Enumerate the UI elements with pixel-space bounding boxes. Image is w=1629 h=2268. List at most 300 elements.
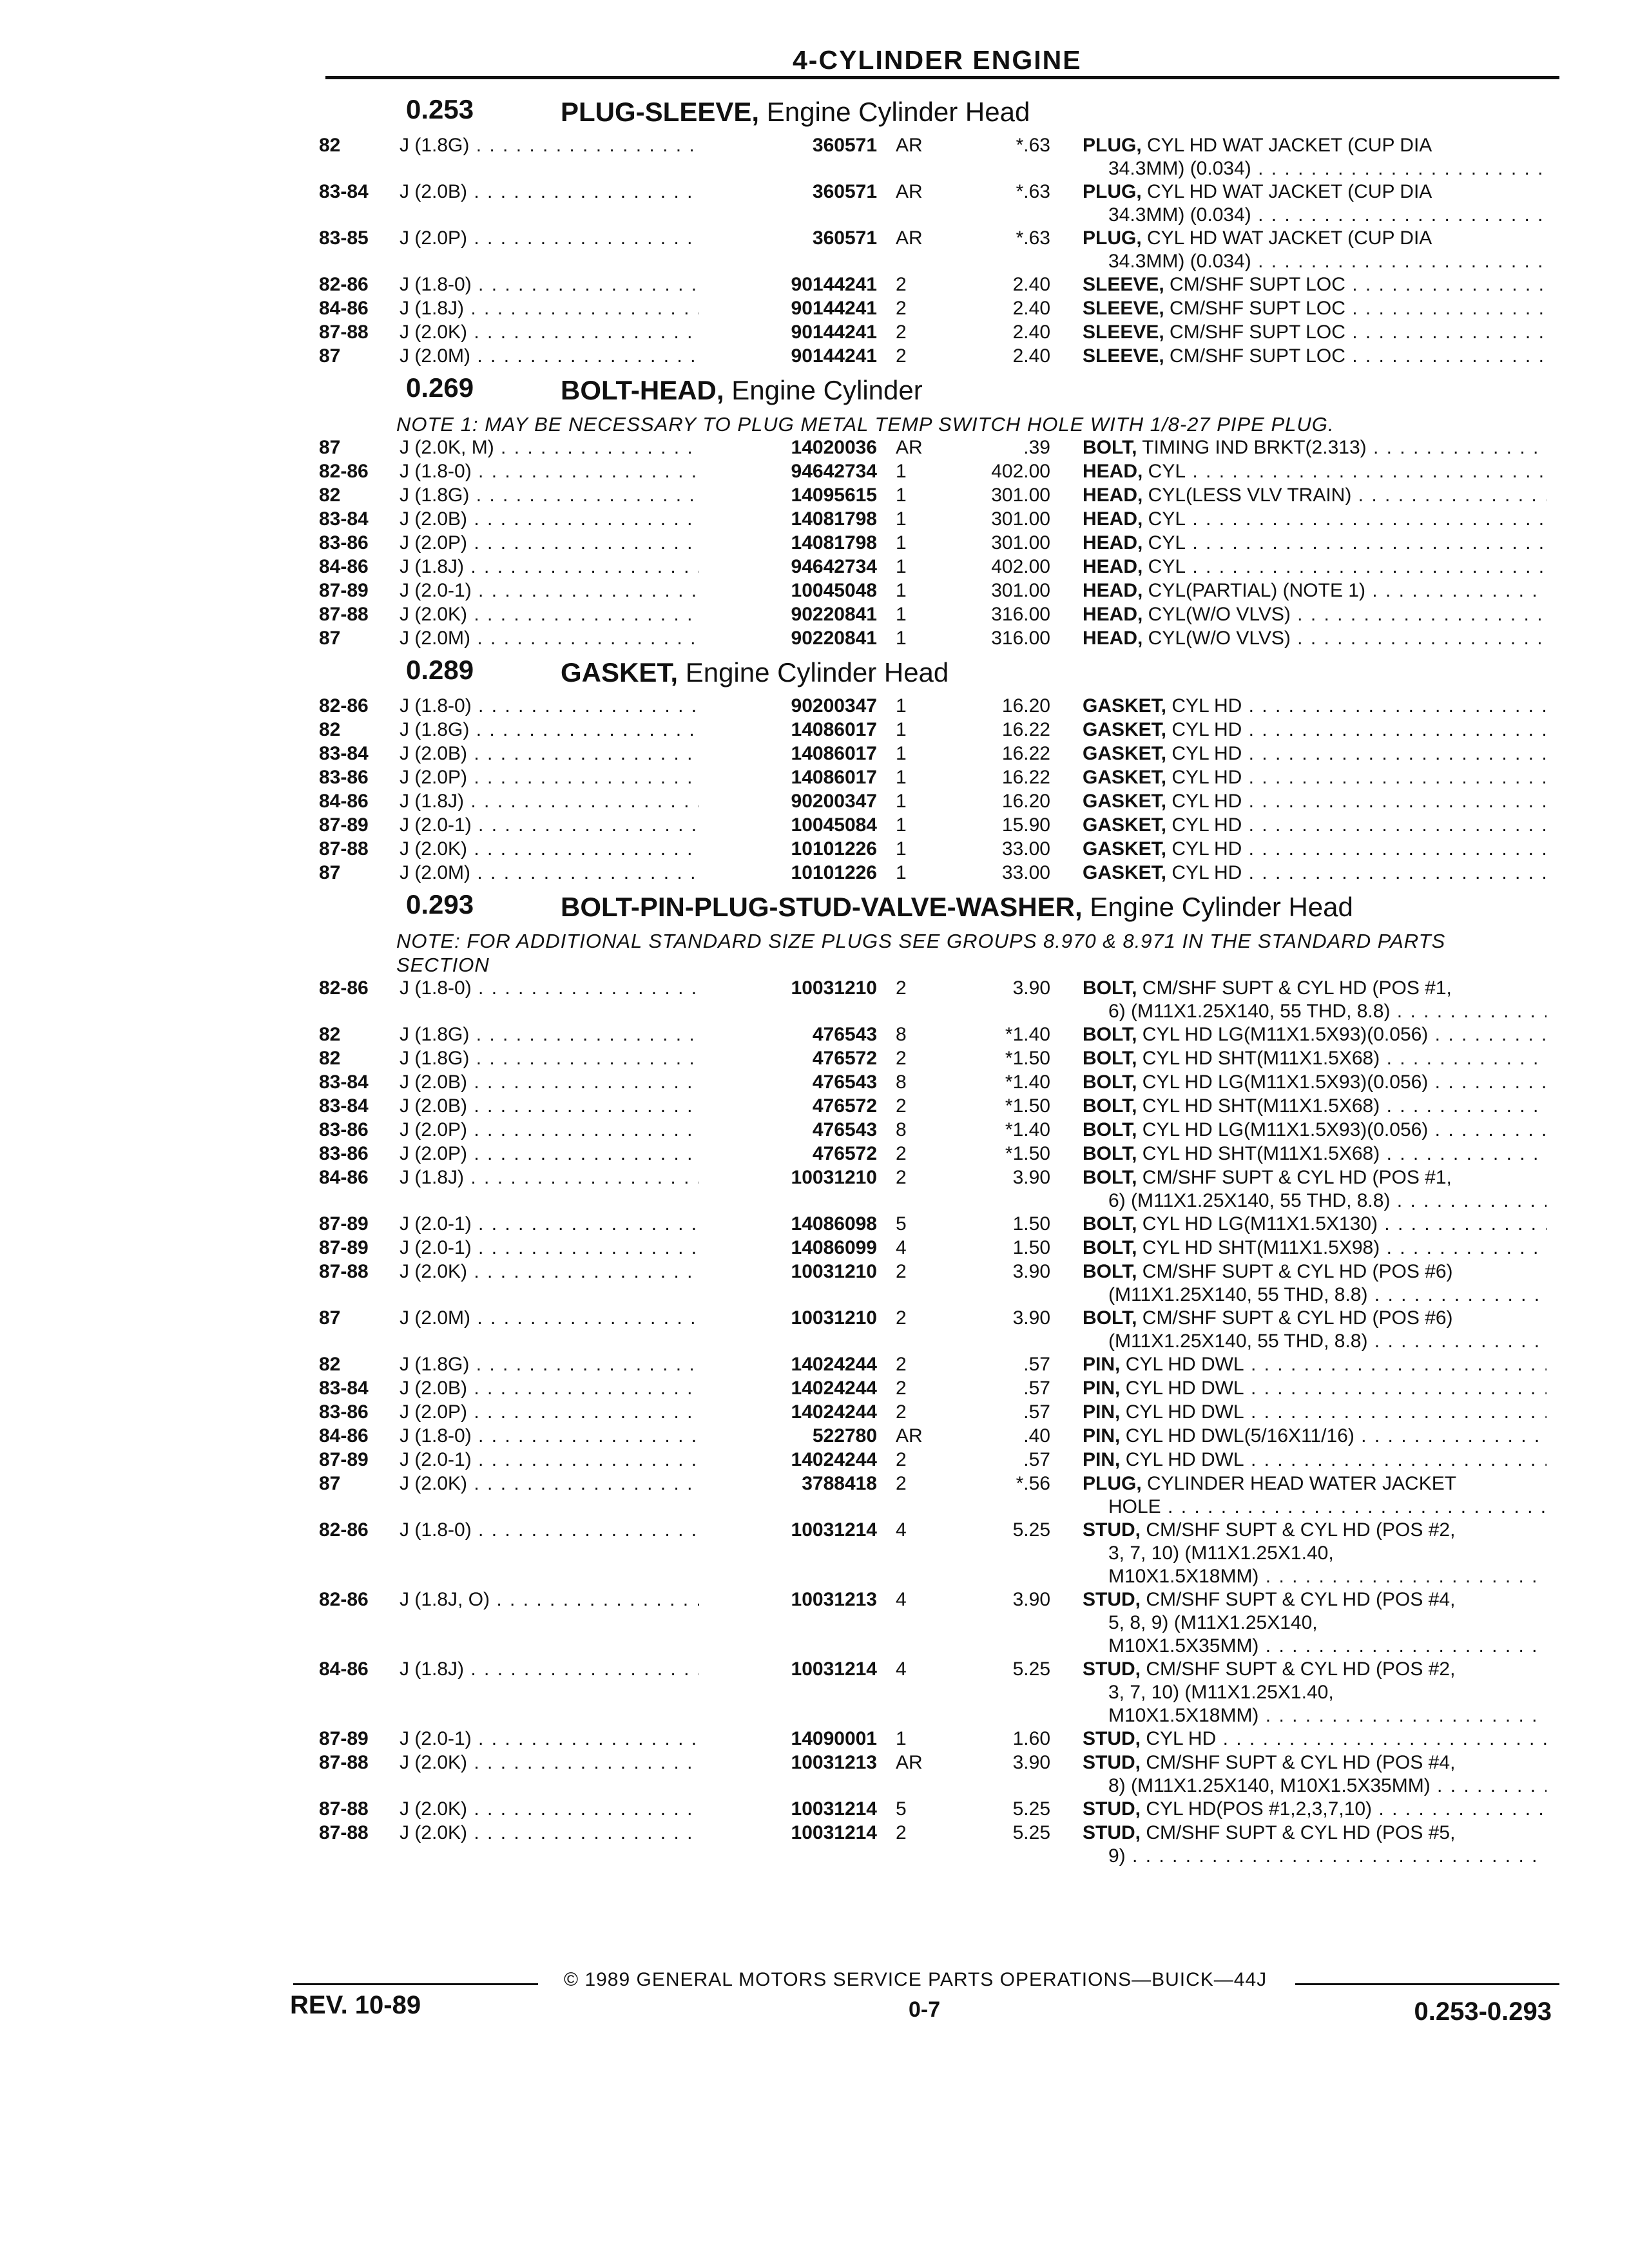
part-model: J (2.0K) . . . bbox=[400, 1798, 751, 1821]
description-text: CYL HD WAT JACKET (CUP DIA bbox=[1141, 181, 1432, 202]
description-text: CYL HD SHT(M11X1.5X68) bbox=[1137, 1048, 1380, 1069]
part-years: 87-89 bbox=[319, 1728, 369, 1749]
part-description bbox=[1083, 555, 1547, 579]
part-quantity: 2 bbox=[896, 1307, 907, 1329]
description-text: CYL bbox=[1142, 556, 1186, 577]
description-line bbox=[1083, 814, 1547, 837]
description-text: CYL HD bbox=[1166, 695, 1242, 716]
part-row bbox=[0, 227, 1629, 273]
description-line bbox=[1083, 1023, 1547, 1046]
part-number: 476572 bbox=[699, 1047, 877, 1070]
part-years: 83-85 bbox=[319, 227, 369, 249]
description-line bbox=[1083, 579, 1547, 602]
part-quantity: 2 bbox=[896, 1261, 907, 1282]
part-number: 14086017 bbox=[699, 742, 877, 765]
description-line bbox=[1083, 695, 1547, 718]
description-line bbox=[1083, 321, 1547, 344]
part-number: 10101226 bbox=[699, 838, 877, 861]
description-text: CYL HD SHT(M11X1.5X68) bbox=[1137, 1143, 1380, 1164]
description-text: CYL HD bbox=[1166, 838, 1242, 860]
part-model: J (1.8G) . . . bbox=[400, 1047, 751, 1070]
part-model: J (1.8-0) . . . bbox=[400, 460, 751, 483]
part-quantity: 1 bbox=[896, 580, 907, 601]
description-keyword: BOLT, bbox=[1083, 1048, 1137, 1069]
part-description bbox=[1083, 627, 1547, 650]
part-description bbox=[1083, 861, 1547, 885]
description-keyword: HEAD, bbox=[1083, 604, 1143, 625]
part-quantity: 2 bbox=[896, 1048, 907, 1069]
description-line bbox=[1083, 1472, 1547, 1495]
part-description bbox=[1083, 134, 1547, 180]
group-number: 0.269 bbox=[406, 372, 474, 403]
part-number: 476543 bbox=[699, 1023, 877, 1046]
part-quantity: 8 bbox=[896, 1119, 907, 1140]
description-keyword: STUD, bbox=[1083, 1728, 1141, 1749]
part-description bbox=[1083, 1401, 1547, 1424]
description-line bbox=[1083, 1189, 1547, 1213]
part-row bbox=[0, 1472, 1629, 1519]
part-years: 87-89 bbox=[319, 1213, 369, 1235]
part-number: 10031214 bbox=[699, 1798, 877, 1821]
part-row bbox=[0, 1119, 1629, 1142]
part-years: 84-86 bbox=[319, 791, 369, 812]
part-row bbox=[0, 861, 1629, 885]
part-model: J (2.0-1) . . . bbox=[400, 1213, 751, 1236]
part-quantity: 1 bbox=[896, 814, 907, 836]
part-row bbox=[0, 508, 1629, 532]
group-name-keyword: BOLT-HEAD, bbox=[561, 375, 724, 405]
description-keyword: BOLT, bbox=[1083, 1307, 1137, 1329]
header-rule bbox=[325, 76, 1559, 79]
part-quantity: 4 bbox=[896, 1589, 907, 1610]
part-row bbox=[0, 1047, 1629, 1071]
part-row bbox=[0, 1798, 1629, 1821]
description-line bbox=[1083, 204, 1547, 227]
group-name-keyword: PLUG-SLEEVE, bbox=[561, 97, 760, 127]
description-line bbox=[1083, 460, 1547, 483]
part-description bbox=[1083, 508, 1547, 531]
part-price: 16.22 bbox=[1001, 767, 1050, 788]
part-years: 87-89 bbox=[319, 580, 369, 601]
description-line bbox=[1083, 484, 1547, 507]
part-quantity: 1 bbox=[896, 1728, 907, 1749]
part-description bbox=[1083, 1023, 1547, 1046]
footer-rule-right bbox=[1295, 1983, 1559, 1985]
part-quantity: 2 bbox=[896, 1401, 907, 1423]
parts-group bbox=[0, 369, 1629, 651]
part-years: 83-84 bbox=[319, 1072, 369, 1093]
part-model: J (2.0-1) . . . bbox=[400, 1448, 751, 1472]
description-line bbox=[1083, 718, 1547, 742]
part-quantity: AR bbox=[896, 1752, 923, 1773]
description-line bbox=[1083, 1166, 1547, 1189]
group-name-keyword: GASKET, bbox=[561, 657, 679, 687]
part-row bbox=[0, 321, 1629, 345]
description-text: CYL bbox=[1142, 508, 1186, 530]
description-text: CM/SHF SUPT & CYL HD (POS #2, bbox=[1141, 1658, 1456, 1680]
part-description bbox=[1083, 1119, 1547, 1142]
part-description bbox=[1083, 977, 1547, 1023]
part-row bbox=[0, 718, 1629, 742]
description-line bbox=[1083, 1588, 1547, 1611]
part-model: J (2.0M) . . . bbox=[400, 627, 751, 650]
part-quantity: 2 bbox=[896, 1378, 907, 1399]
part-quantity: 2 bbox=[896, 345, 907, 367]
part-number: 90200347 bbox=[699, 790, 877, 813]
description-line bbox=[1083, 1774, 1547, 1798]
part-model: J (1.8J) . . . bbox=[400, 790, 751, 813]
part-description bbox=[1083, 180, 1547, 227]
part-price: .57 bbox=[1023, 1378, 1050, 1399]
description-line bbox=[1083, 1260, 1547, 1283]
description-text: 34.3MM) (0.034) bbox=[1108, 251, 1251, 272]
part-price: 3.90 bbox=[1012, 1752, 1050, 1773]
description-keyword: PIN, bbox=[1083, 1449, 1121, 1470]
part-price: 33.00 bbox=[1001, 862, 1050, 883]
description-text: (M11X1.25X140, 55 THD, 8.8) bbox=[1108, 1284, 1368, 1305]
group-title bbox=[0, 651, 1629, 695]
part-price: 316.00 bbox=[991, 604, 1050, 625]
part-price: .40 bbox=[1023, 1425, 1050, 1446]
part-number: 3788418 bbox=[699, 1472, 877, 1495]
group-note: NOTE 1: MAY BE NECESSARY TO PLUG METAL TEMP SWITCH HOLE WITH 1/8-27 PIPE PLUG. bbox=[396, 413, 1335, 436]
part-years: 82 bbox=[319, 485, 341, 506]
part-description bbox=[1083, 436, 1547, 459]
part-description bbox=[1083, 1260, 1547, 1307]
part-number: 14081798 bbox=[699, 532, 877, 555]
part-row bbox=[0, 484, 1629, 508]
description-text: CYL(LESS VLV TRAIN) bbox=[1142, 485, 1352, 506]
part-price: *1.40 bbox=[1005, 1072, 1050, 1093]
description-line bbox=[1083, 1658, 1547, 1681]
part-row bbox=[0, 1260, 1629, 1307]
part-price: 16.20 bbox=[1001, 791, 1050, 812]
group-name bbox=[561, 892, 1353, 923]
part-number: 360571 bbox=[699, 227, 877, 250]
part-number: 522780 bbox=[699, 1425, 877, 1448]
part-row bbox=[0, 1448, 1629, 1472]
part-years: 87 bbox=[319, 1473, 341, 1494]
part-years: 82-86 bbox=[319, 274, 369, 295]
description-keyword: BOLT, bbox=[1083, 1213, 1137, 1235]
description-line bbox=[1083, 134, 1547, 157]
group-name bbox=[561, 657, 949, 688]
group-name bbox=[561, 375, 923, 406]
part-row bbox=[0, 436, 1629, 460]
description-text: CYL HD DWL bbox=[1120, 1401, 1244, 1423]
description-keyword: HEAD, bbox=[1083, 580, 1143, 601]
part-quantity: 1 bbox=[896, 791, 907, 812]
part-quantity: 2 bbox=[896, 1167, 907, 1188]
description-keyword: BOLT, bbox=[1083, 1237, 1137, 1258]
part-model: J (2.0K) . . . bbox=[400, 1751, 751, 1774]
part-price: 2.40 bbox=[1012, 298, 1050, 319]
part-description bbox=[1083, 1071, 1547, 1094]
part-row bbox=[0, 579, 1629, 603]
part-years: 84-86 bbox=[319, 1167, 369, 1188]
part-model: J (2.0P) . . . bbox=[400, 1119, 751, 1142]
part-price: 5.25 bbox=[1012, 1822, 1050, 1843]
part-row bbox=[0, 603, 1629, 627]
part-number: 14086099 bbox=[699, 1236, 877, 1260]
description-keyword: GASKET, bbox=[1083, 791, 1167, 812]
description-line bbox=[1083, 1611, 1547, 1635]
part-quantity: 2 bbox=[896, 1449, 907, 1470]
part-row bbox=[0, 273, 1629, 297]
part-years: 87-89 bbox=[319, 1237, 369, 1258]
description-line bbox=[1083, 508, 1547, 531]
footer-revision: REV. 10-89 bbox=[290, 1991, 421, 2019]
description-text: 34.3MM) (0.034) bbox=[1108, 158, 1251, 179]
description-text: CYL HD DWL bbox=[1120, 1378, 1244, 1399]
part-description bbox=[1083, 790, 1547, 813]
part-number: 14086017 bbox=[699, 718, 877, 742]
part-number: 90220841 bbox=[699, 627, 877, 650]
part-price: 402.00 bbox=[991, 461, 1050, 482]
description-keyword: PLUG, bbox=[1083, 181, 1142, 202]
part-model: J (1.8J) . . . bbox=[400, 1658, 751, 1681]
description-text: CYL HD DWL(5/16X11/16) bbox=[1120, 1425, 1354, 1446]
part-row bbox=[0, 1519, 1629, 1588]
part-quantity: 4 bbox=[896, 1519, 907, 1541]
footer-page-number: 0-7 bbox=[909, 1997, 941, 2022]
description-keyword: SLEEVE, bbox=[1083, 322, 1164, 343]
description-keyword: PIN, bbox=[1083, 1401, 1121, 1423]
part-years: 87-89 bbox=[319, 1449, 369, 1470]
description-text: CYL HD bbox=[1166, 743, 1242, 764]
part-model: J (2.0B) . . . bbox=[400, 1071, 751, 1094]
description-text: CYL HD SHT(M11X1.5X98) bbox=[1137, 1237, 1380, 1258]
part-years: 83-84 bbox=[319, 1095, 369, 1117]
part-number: 94642734 bbox=[699, 460, 877, 483]
description-line bbox=[1083, 297, 1547, 320]
part-price: 16.22 bbox=[1001, 743, 1050, 764]
part-model: J (2.0K) . . . bbox=[400, 603, 751, 626]
part-price: *1.40 bbox=[1005, 1024, 1050, 1045]
part-quantity: 1 bbox=[896, 767, 907, 788]
description-line bbox=[1083, 555, 1547, 579]
part-quantity: 1 bbox=[896, 461, 907, 482]
part-price: 1.50 bbox=[1012, 1213, 1050, 1235]
part-model: J (2.0K) . . . bbox=[400, 1821, 751, 1845]
part-row bbox=[0, 1353, 1629, 1377]
part-row bbox=[0, 1425, 1629, 1448]
part-years: 82-86 bbox=[319, 1519, 369, 1541]
part-row bbox=[0, 790, 1629, 814]
part-number: 14086017 bbox=[699, 766, 877, 789]
part-row bbox=[0, 1821, 1629, 1868]
part-row bbox=[0, 1658, 1629, 1727]
description-keyword: GASKET, bbox=[1083, 767, 1167, 788]
part-model: J (1.8G) . . . bbox=[400, 484, 751, 507]
part-model: J (2.0P) . . . bbox=[400, 1401, 751, 1424]
description-line bbox=[1083, 1542, 1547, 1565]
description-keyword: BOLT, bbox=[1083, 1072, 1137, 1093]
part-number: 476543 bbox=[699, 1119, 877, 1142]
part-quantity: 2 bbox=[896, 298, 907, 319]
part-description bbox=[1083, 1472, 1547, 1519]
part-years: 87 bbox=[319, 628, 341, 649]
part-number: 360571 bbox=[699, 134, 877, 157]
group-title bbox=[0, 369, 1629, 412]
description-line bbox=[1083, 1425, 1547, 1448]
part-number: 10045048 bbox=[699, 579, 877, 602]
part-price: 3.90 bbox=[1012, 1589, 1050, 1610]
description-line bbox=[1083, 1377, 1547, 1400]
part-row bbox=[0, 1166, 1629, 1213]
part-row bbox=[0, 1213, 1629, 1236]
part-price: 16.22 bbox=[1001, 719, 1050, 740]
part-number: 14086098 bbox=[699, 1213, 877, 1236]
part-quantity: 5 bbox=[896, 1798, 907, 1820]
description-keyword: STUD, bbox=[1083, 1658, 1141, 1680]
part-model: J (2.0P) . . . bbox=[400, 1142, 751, 1166]
part-model: J (1.8-0) . . . bbox=[400, 1425, 751, 1448]
description-text: CM/SHF SUPT & CYL HD (POS #5, bbox=[1141, 1822, 1456, 1843]
part-price: *1.50 bbox=[1005, 1143, 1050, 1164]
part-description bbox=[1083, 1751, 1547, 1798]
part-model: J (1.8G) . . . bbox=[400, 718, 751, 742]
part-description bbox=[1083, 273, 1547, 296]
part-quantity: 1 bbox=[896, 485, 907, 506]
part-model: J (2.0K) . . . bbox=[400, 321, 751, 344]
part-row bbox=[0, 297, 1629, 321]
part-description bbox=[1083, 1519, 1547, 1588]
part-price: 316.00 bbox=[991, 628, 1050, 649]
part-years: 83-84 bbox=[319, 743, 369, 764]
description-keyword: GASKET, bbox=[1083, 814, 1167, 836]
description-text: CYL HD LG(M11X1.5X93)(0.056) bbox=[1137, 1072, 1429, 1093]
part-years: 82 bbox=[319, 719, 341, 740]
description-text: (M11X1.25X140, 55 THD, 8.8) bbox=[1108, 1331, 1368, 1352]
description-keyword: PLUG, bbox=[1083, 227, 1142, 249]
part-row bbox=[0, 627, 1629, 651]
part-row bbox=[0, 766, 1629, 790]
part-model: J (1.8G) . . . bbox=[400, 134, 751, 157]
description-keyword: BOLT, bbox=[1083, 1167, 1137, 1188]
part-description bbox=[1083, 1658, 1547, 1727]
part-price: *1.50 bbox=[1005, 1048, 1050, 1069]
part-quantity: 2 bbox=[896, 1095, 907, 1117]
description-text: CM/SHF SUPT & CYL HD (POS #1, bbox=[1137, 977, 1452, 999]
part-price: *.63 bbox=[1016, 227, 1050, 249]
part-model: J (2.0-1) . . . bbox=[400, 1236, 751, 1260]
part-row bbox=[0, 1142, 1629, 1166]
part-description bbox=[1083, 742, 1547, 765]
description-keyword: SLEEVE, bbox=[1083, 298, 1164, 319]
description-text: CYL(W/O VLVS) bbox=[1142, 604, 1291, 625]
part-quantity: AR bbox=[896, 1425, 923, 1446]
description-text: CM/SHF SUPT LOC bbox=[1164, 274, 1345, 295]
part-quantity: AR bbox=[896, 181, 923, 202]
description-keyword: HEAD, bbox=[1083, 508, 1143, 530]
part-years: 87-88 bbox=[319, 1822, 369, 1843]
part-number: 14024244 bbox=[699, 1377, 877, 1400]
footer-copyright: © 1989 GENERAL MOTORS SERVICE PARTS OPERATIONS—BUICK—44J bbox=[564, 1969, 1268, 1990]
parts-listing bbox=[0, 90, 1629, 1868]
part-price: 2.40 bbox=[1012, 274, 1050, 295]
part-quantity: 8 bbox=[896, 1072, 907, 1093]
description-keyword: STUD, bbox=[1083, 1798, 1141, 1820]
part-description bbox=[1083, 1213, 1547, 1236]
description-keyword: PIN, bbox=[1083, 1378, 1121, 1399]
description-text: CM/SHF SUPT & CYL HD (POS #1, bbox=[1137, 1167, 1452, 1188]
part-quantity: 2 bbox=[896, 322, 907, 343]
part-row bbox=[0, 1095, 1629, 1119]
part-years: 87-88 bbox=[319, 1752, 369, 1773]
description-line bbox=[1083, 1095, 1547, 1118]
description-keyword: BOLT, bbox=[1083, 977, 1137, 999]
description-line bbox=[1083, 1401, 1547, 1424]
description-line bbox=[1083, 1142, 1547, 1166]
part-description bbox=[1083, 1047, 1547, 1070]
description-text: CYL HD bbox=[1166, 862, 1242, 883]
part-number: 14024244 bbox=[699, 1353, 877, 1376]
part-model: J (2.0K) . . . bbox=[400, 1260, 751, 1283]
part-row bbox=[0, 1071, 1629, 1095]
part-model: J (2.0-1) . . . bbox=[400, 814, 751, 837]
part-quantity: 2 bbox=[896, 274, 907, 295]
part-years: 87 bbox=[319, 437, 341, 458]
description-text: 6) (M11X1.25X140, 55 THD, 8.8) bbox=[1108, 1001, 1391, 1022]
description-text: 3, 7, 10) (M11X1.25X1.40, bbox=[1108, 1542, 1334, 1564]
part-description bbox=[1083, 227, 1547, 273]
part-description bbox=[1083, 345, 1547, 368]
part-row bbox=[0, 345, 1629, 369]
part-years: 83-84 bbox=[319, 181, 369, 202]
description-text: CM/SHF SUPT LOC bbox=[1164, 322, 1345, 343]
description-line bbox=[1083, 1047, 1547, 1070]
group-name-rest: Engine Cylinder Head bbox=[759, 97, 1030, 127]
part-model: J (2.0B) . . . bbox=[400, 1377, 751, 1400]
part-description bbox=[1083, 838, 1547, 861]
part-number: 14090001 bbox=[699, 1727, 877, 1751]
part-description bbox=[1083, 484, 1547, 507]
part-price: 15.90 bbox=[1001, 814, 1050, 836]
part-price: 3.90 bbox=[1012, 1307, 1050, 1329]
part-number: 10031214 bbox=[699, 1519, 877, 1542]
part-price: 3.90 bbox=[1012, 1261, 1050, 1282]
part-row bbox=[0, 695, 1629, 718]
description-text: CM/SHF SUPT & CYL HD (POS #4, bbox=[1141, 1589, 1456, 1610]
part-number: 90144241 bbox=[699, 321, 877, 344]
description-text: M10X1.5X18MM) bbox=[1108, 1566, 1259, 1587]
part-description bbox=[1083, 1588, 1547, 1658]
description-text: CYL HD DWL bbox=[1120, 1354, 1244, 1375]
part-row bbox=[0, 1727, 1629, 1751]
description-line bbox=[1083, 1213, 1547, 1236]
description-line bbox=[1083, 1448, 1547, 1472]
part-description bbox=[1083, 532, 1547, 555]
part-years: 87-89 bbox=[319, 814, 369, 836]
part-row bbox=[0, 1751, 1629, 1798]
part-model: J (2.0P) . . . bbox=[400, 227, 751, 250]
part-description bbox=[1083, 579, 1547, 602]
part-model: J (1.8J, O) . . . bbox=[400, 1588, 751, 1611]
group-name-rest: Engine Cylinder Head bbox=[1082, 892, 1353, 922]
part-quantity: 5 bbox=[896, 1213, 907, 1235]
description-line bbox=[1083, 861, 1547, 885]
description-keyword: SLEEVE, bbox=[1083, 274, 1164, 295]
description-line bbox=[1083, 1751, 1547, 1774]
part-number: 10031213 bbox=[699, 1751, 877, 1774]
part-years: 83-86 bbox=[319, 1143, 369, 1164]
part-price: 5.25 bbox=[1012, 1658, 1050, 1680]
part-description bbox=[1083, 1353, 1547, 1376]
description-line bbox=[1083, 977, 1547, 1000]
part-row bbox=[0, 555, 1629, 579]
part-years: 83-86 bbox=[319, 532, 369, 553]
